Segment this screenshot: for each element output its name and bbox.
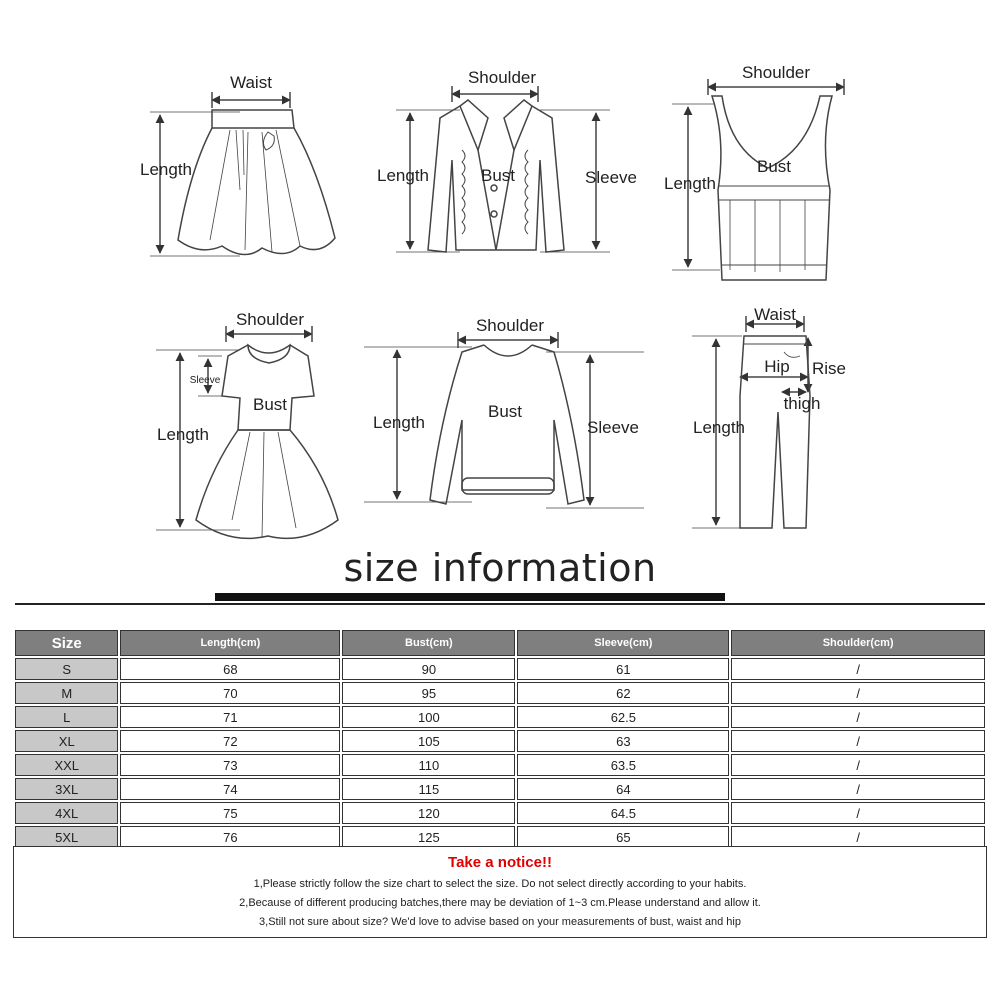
header-shoulder: Shoulder(cm): [731, 630, 985, 656]
notice-line: 1,Please strictly follow the size chart to select the size. Do not select directly according to your habits.: [253, 878, 747, 890]
pants-waist-label: Waist: [754, 305, 796, 324]
title-underline-thin: [15, 603, 985, 605]
skirt-waist-label: Waist: [230, 73, 272, 92]
pants-length-label: Length: [693, 418, 745, 437]
dress-shoulder-label: Shoulder: [235, 310, 305, 329]
table-cell: 64: [517, 778, 729, 800]
table-row: [15, 706, 985, 728]
table-cell: /: [731, 658, 985, 680]
size-cell: S: [15, 658, 118, 680]
sweater-length-label: Length: [373, 413, 425, 432]
table-cell: 105: [342, 730, 515, 752]
size-cell: 5XL: [15, 826, 118, 848]
size-cell: 3XL: [15, 778, 118, 800]
table-row: [15, 826, 985, 848]
table-cell: 75: [120, 802, 340, 824]
table-cell: 65: [517, 826, 729, 848]
skirt-length-label: Length: [140, 160, 192, 179]
pants-thigh-label: thigh: [783, 394, 821, 413]
vest-length-label: Length: [664, 174, 716, 193]
table-cell: 68: [120, 658, 340, 680]
title-underline-thick: [215, 593, 725, 601]
table-row: [15, 730, 985, 752]
size-table: [13, 628, 987, 850]
pants-hip-label: Hip: [764, 357, 790, 376]
jacket-bust-label: Bust: [480, 166, 516, 185]
sweater-bust-label: Bust: [487, 402, 523, 421]
notice-box: [13, 846, 987, 938]
table-cell: 120: [342, 802, 515, 824]
table-cell: 74: [120, 778, 340, 800]
jacket-sleeve-label: Sleeve: [585, 168, 637, 187]
table-row: [15, 778, 985, 800]
header-length: Length(cm): [120, 630, 340, 656]
table-cell: 62: [517, 682, 729, 704]
vest-shoulder-label: Shoulder: [741, 63, 811, 82]
table-row: [15, 658, 985, 680]
size-cell: XL: [15, 730, 118, 752]
jacket-shoulder-label: Shoulder: [467, 68, 537, 87]
table-cell: /: [731, 754, 985, 776]
dress-sleeve-label: Sleeve: [189, 375, 221, 386]
table-cell: /: [731, 730, 985, 752]
table-cell: /: [731, 826, 985, 848]
header-size: Size: [15, 630, 118, 656]
pants-rise-label: Rise: [811, 359, 847, 378]
table-cell: 115: [342, 778, 515, 800]
size-cell: L: [15, 706, 118, 728]
table-cell: 64.5: [517, 802, 729, 824]
table-cell: 100: [342, 706, 515, 728]
table-cell: 62.5: [517, 706, 729, 728]
header-bust: Bust(cm): [342, 630, 515, 656]
table-cell: /: [731, 778, 985, 800]
table-cell: 70: [120, 682, 340, 704]
table-cell: 73: [120, 754, 340, 776]
table-cell: /: [731, 682, 985, 704]
vest-bust-label: Bust: [756, 157, 792, 176]
sweater-sleeve-label: Sleeve: [587, 418, 639, 437]
table-cell: 76: [120, 826, 340, 848]
size-cell: 4XL: [15, 802, 118, 824]
table-cell: /: [731, 802, 985, 824]
table-row: [15, 682, 985, 704]
table-row: [15, 802, 985, 824]
notice-line: 2,Because of different producing batches,there may be deviation of 1~3 cm.Please understand and allow it.: [239, 897, 761, 909]
size-cell: XXL: [15, 754, 118, 776]
table-cell: 63: [517, 730, 729, 752]
sweater-shoulder-label: Shoulder: [475, 316, 545, 335]
jacket-length-label: Length: [377, 166, 429, 185]
notice-title: Take a notice!!: [448, 854, 552, 871]
table-cell: 110: [342, 754, 515, 776]
table-row: [15, 754, 985, 776]
table-cell: 125: [342, 826, 515, 848]
table-cell: 72: [120, 730, 340, 752]
table-cell: 61: [517, 658, 729, 680]
table-cell: 90: [342, 658, 515, 680]
page-title: size information: [343, 546, 657, 590]
notice-line: 3,Still not sure about size? We'd love to advise based on your measurements of bust, waist and hip: [259, 916, 741, 928]
dress-bust-label: Bust: [252, 395, 288, 414]
table-cell: 71: [120, 706, 340, 728]
dress-length-label: Length: [157, 425, 209, 444]
table-header-row: [15, 630, 985, 656]
table-cell: 95: [342, 682, 515, 704]
size-cell: M: [15, 682, 118, 704]
table-cell: /: [731, 706, 985, 728]
header-sleeve: Sleeve(cm): [517, 630, 729, 656]
table-cell: 63.5: [517, 754, 729, 776]
